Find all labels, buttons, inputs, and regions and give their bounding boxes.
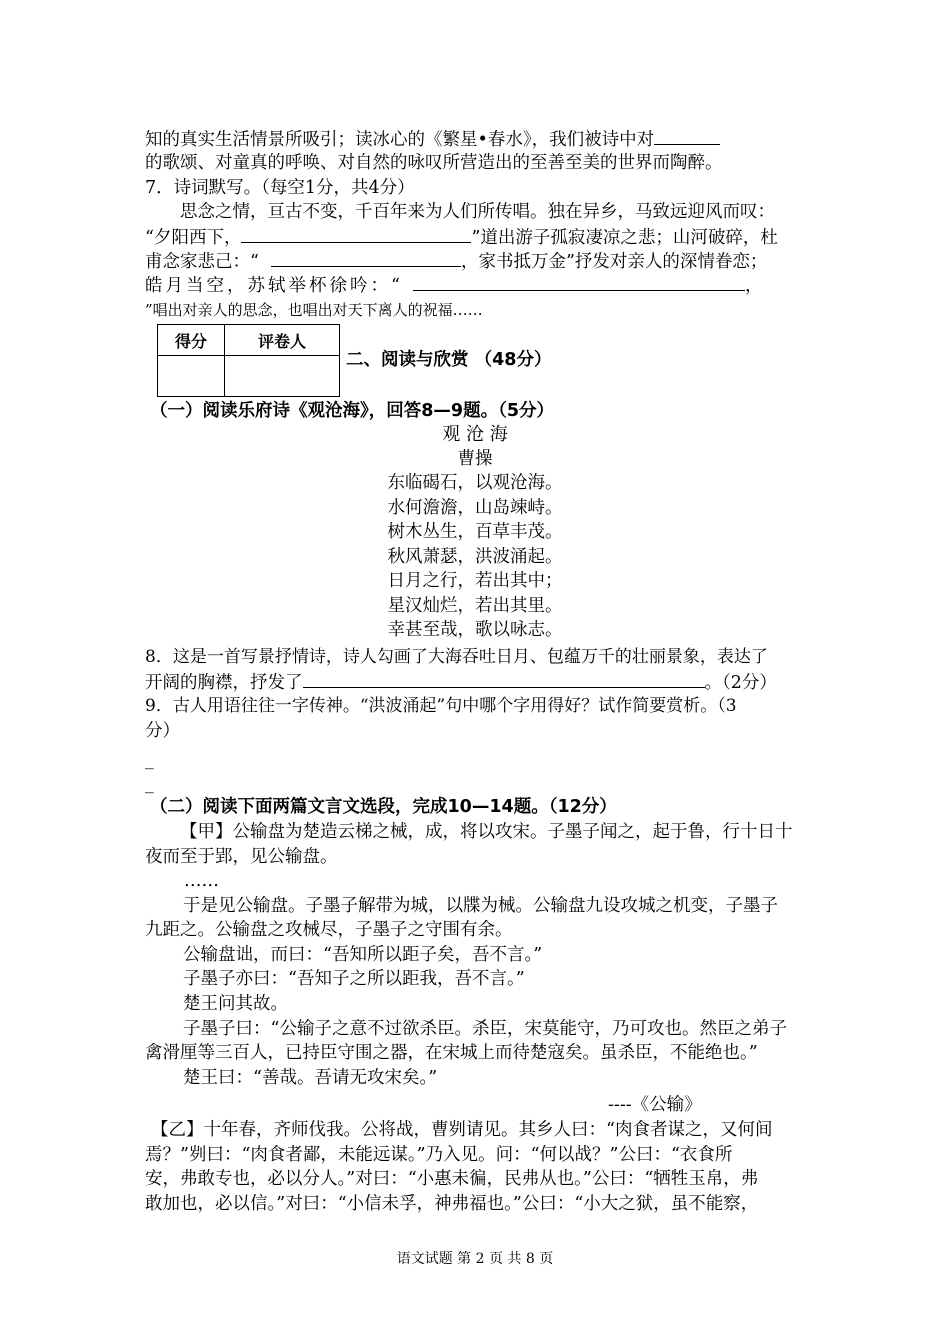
text-line: 分） [145,721,180,741]
text-line: 禽滑厘等三百人，已持臣守围之器，在宋城上而待楚寇矣。虽杀臣，不能绝也。” [145,1043,758,1063]
question-8: 8．这是一首写景抒情诗，诗人勾画了大海吞吐日月、包蕴万千的壮丽景象，表达了 [145,647,768,667]
poem-author: 曹操 [457,449,493,469]
text-line: 子墨子曰：“公输子之意不过欲杀臣。杀臣，宋莫能守，乃可攻也。然臣之弟子 [183,1019,787,1039]
text-fragment: “夕阳西下， [145,228,242,248]
page-footer: 语文试题 第 2 页 共 8 页 [396,1251,554,1267]
text-fragment: ，家书抵万金”抒发对亲人的深情眷恋； [460,252,768,272]
part-1-title: （一）阅读乐府诗《观沧海》，回答8—9题。（5分） [150,401,555,421]
text-line: 思念之情，亘古不变，千百年来为人们所传唱。独在异乡，马致远迎风而叹： [180,202,775,222]
grader-cell[interactable] [225,356,340,397]
blank-line [654,127,720,145]
text-line: 九距之。公输盘之攻械尽，子墨子之守围有余。 [145,920,513,940]
text-line: ”唱出对亲人的思念，也唱出对天下离人的祝福…… [145,301,483,319]
poem-line: 日月之行，若出其中； [387,571,563,591]
score-cell[interactable] [158,356,225,397]
text-line: 【乙】十年春，齐师伐我。公将战，曹刿请见。其乡人曰：“肉食者谋之，又何间 [151,1120,773,1140]
text-line [145,273,762,298]
text-fragment: 皓月当空，苏轼举杯徐吟：“ [145,276,403,296]
poem-title: 观 沧 海 [442,424,508,445]
text-line [145,127,720,152]
text-line: 于是见公输盘。子墨子解带为城，以牒为械。公输盘九设攻城之机变，子墨子 [183,896,778,916]
score-header: 得分 [158,325,225,356]
text-fragment: 开阔的胸襟，抒发了 [145,673,303,693]
text-line [145,670,777,695]
text-fragment: 甫念家悲己：“ [145,252,259,272]
grader-header: 评卷人 [225,325,340,356]
text-line: …… [184,871,219,891]
answer-mark: _ [145,750,154,770]
answer-blank[interactable] [413,273,745,291]
source-note: ----《公输》 [608,1095,702,1115]
text-line: 楚王曰：“善哉。吾请无攻宋矣。” [183,1068,438,1088]
score-table [157,324,340,397]
answer-mark: _ [145,774,154,794]
text-line: 公输盘诎，而曰：“吾知所以距子矣，吾不言。” [183,945,543,965]
poem-line: 东临碣石，以观沧海。 [387,473,563,493]
poem-line: 幸甚至哉，歌以咏志。 [387,620,563,640]
text-fragment: 。（2分） [704,673,777,693]
text-line [145,225,778,250]
text-fragment: ”道出游子孤寂凄凉之悲；山河破碎，杜 [471,228,778,248]
poem-line: 秋风萧瑟，洪波涌起。 [387,547,563,567]
answer-blank[interactable] [241,225,471,243]
text-line: 夜而至于郢，见公输盘。 [145,847,338,867]
answer-blank[interactable] [303,670,705,688]
text-line: 楚王问其故。 [183,994,288,1014]
text-line: 子墨子亦曰：“吾知子之所以距我，吾不言。” [183,969,525,989]
question-9: 9．古人用语往往一字传神。“洪波涌起”句中哪个字用得好？试作简要赏析。（3 [145,696,737,716]
part-2-title: （二）阅读下面两篇文言文选段，完成10—14题。（12分） [150,797,617,817]
poem-line: 水何澹澹，山岛竦峙。 [387,498,563,518]
text-line: 敢加也，必以信。”对曰：“小信未孚，神弗福也。”公曰：“小大之狱，虽不能察， [145,1194,759,1214]
question-7-title: 7．诗词默写。（每空1分，共4分） [145,178,415,198]
text-fragment: ， [744,276,763,296]
text-line: 焉？”刿曰：“肉食者鄙，未能远谋。”乃入见。问：“何以战？”公曰：“衣食所 [145,1145,733,1165]
answer-blank[interactable] [271,249,461,267]
poem-line: 星汉灿烂，若出其里。 [387,596,563,616]
poem-line: 树木丛生，百草丰茂。 [387,522,563,542]
text-line: 【甲】公输盘为楚造云梯之械，成，将以攻宋。子墨子闻之，起于鲁，行十日十 [180,822,793,842]
text-line: 安，弗敢专也，必以分人。”对曰：“小惠未徧，民弗从也。”公曰：“牺牲玉帛，弗 [145,1169,759,1189]
text-fragment: 知的真实生活情景所吸引；读冰心的《繁星•春水》，我们被诗中对 [145,130,655,150]
text-line [145,249,767,274]
text-line: 的歌颂、对童真的呼唤、对自然的咏叹所营造出的至善至美的世界而陶醉。 [145,153,723,173]
section-2-title: 二、阅读与欣赏 （48分） [346,350,552,370]
